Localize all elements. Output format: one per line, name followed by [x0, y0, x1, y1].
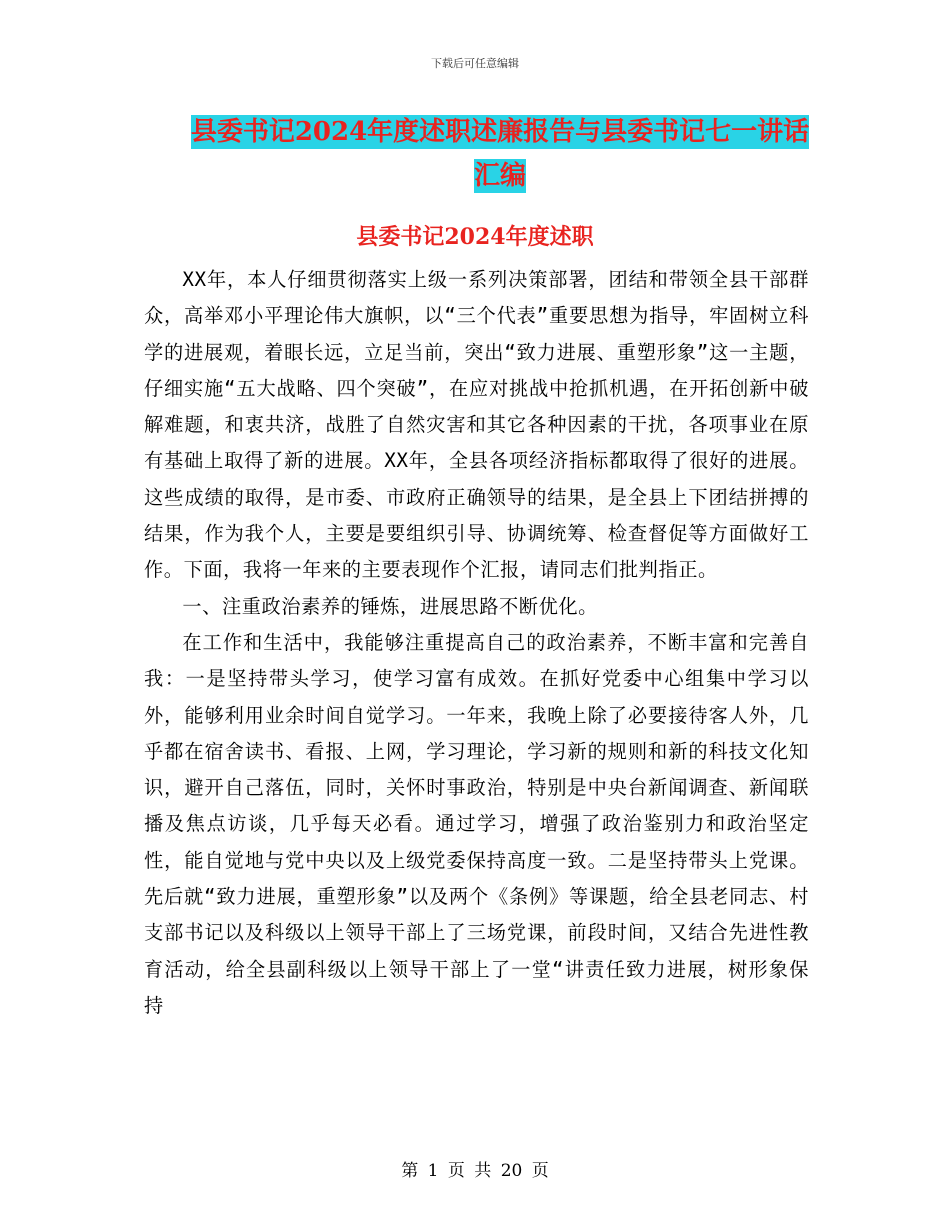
document-title-line-2: 汇编	[473, 161, 526, 191]
section-title: 县委书记2024年度述职	[356, 224, 594, 250]
document-title	[140, 110, 860, 198]
paragraph-heading-1: 一、注重政治素养的锤炼，进展思路不断优化。	[182, 594, 598, 618]
header-note: 下载后可任意编辑	[431, 57, 519, 70]
document-title-line-1: 县委书记2024年度述职述廉报告与县委书记七一讲话	[190, 117, 810, 147]
paragraph-political-study: 在工作和生活中，我能够注重提高自己的政治素养，不断丰富和完善自我：一是坚持带头学习，使学习富有成效。在抓好党委中心组集中学习以外，能够利用业余时间自觉学习。一年来，我晚上除了必要接待客人外，几乎都在宿舍读书、看报、上网，学习理论，学习新的规则和新的科技文化知识，避开自己落伍，同时，关怀时事政治，特别是中央台新闻调查、新闻联播及焦点访谈，几乎每天必看。通过学习，增强了政治鉴别力和政治坚定性，能自觉地与党中央以及上级党委保持高度一致。二是坚持带头上党课。先后就“致力进展，重塑形象”以及两个《条例》等课题，给全县老同志、村支部书记以及科级以上领导干部上了三场党课，前段时间，又结合先进性教育活动，给全县副科级以上领导干部上了一堂“讲责任致力进展，树形象保持	[144, 630, 809, 1017]
paragraph-intro: XX年，本人仔细贯彻落实上级一系列决策部署，团结和带领全县干部群众，高举邓小平理论伟大旗帜，以“三个代表”重要思想为指导，牢固树立科学的进展观，着眼长远，立足当前，突出“致力进展、重塑形象”这一主题，仔细实施“五大战略、四个突破”，在应对挑战中抢抓机遇，在开拓创新中破解难题，和衷共济，战胜了自然灾害和其它各种因素的干扰，各项事业在原有基础上取得了新的进展。XX年，全县各项经济指标都取得了很好的进展。这些成绩的取得，是市委、市政府正确领导的结果，是全县上下团结拼搏的结果，作为我个人，主要是要组织引导、协调统筹、检查督促等方面做好工作。下面，我将一年来的主要表现作个汇报，请同志们批判指正。	[144, 268, 809, 582]
page-number-footer: 第 1 页 共 20 页	[401, 1161, 549, 1181]
document-body	[144, 262, 809, 1024]
